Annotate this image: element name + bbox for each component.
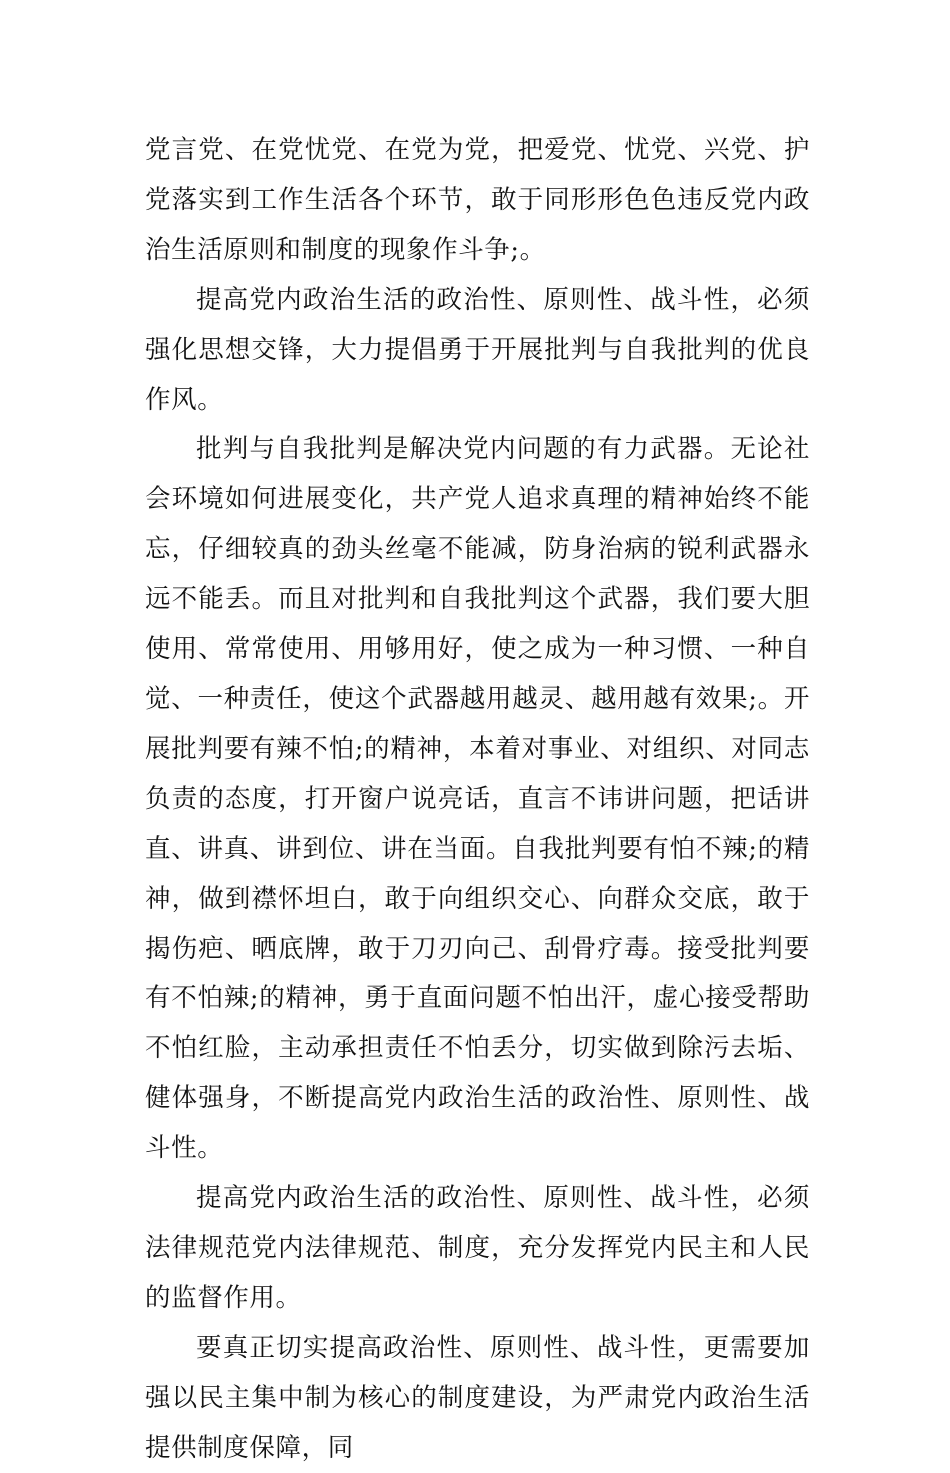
paragraph-3: 批判与自我批判是解决党内问题的有力武器。无论社会环境如何进展变化，共产党人追求真理的精神始终不能忘，仔细较真的劲头丝毫不能减，防身治病的锐利武器永远不能丢。而且对批判和自我批判这个武器，我们要大胆使用、常常使用、用够用好，使之成为一种习惯、一种自觉、一种责任，使这个武器越用越灵、越用越有效果;。开展批判要有辣不怕;的精神，本着对事业、对组织、对同志负责的态度，打开窗户说亮话，直言不讳讲问题，把话讲直、讲真、讲到位、讲在当面。自我批判要有怕不辣;的精神，做到襟怀坦白，敢于向组织交心、向群众交底，敢于揭伤疤、晒底牌，敢于刀刃向己、刮骨疗毒。接受批判要有不怕辣;的精神，勇于直面问题不怕出汗，虚心接受帮助不怕红脸，主动承担责任不怕丢分，切实做到除污去垢、健体强身，不断提高党内政治生活的政治性、原则性、战斗性。 <box>145 434 810 1164</box>
paragraph-2: 提高党内政治生活的政治性、原则性、战斗性，必须强化思想交锋，大力提倡勇于开展批判与自我批判的优良作风。 <box>145 284 810 415</box>
paragraph-4: 提高党内政治生活的政治性、原则性、战斗性，必须法律规范党内法律规范、制度，充分发挥党内民主和人民的监督作用。 <box>145 1183 810 1313</box>
paragraph-5: 要真正切实提高政治性、原则性、战斗性，更需要加强以民主集中制为核心的制度建设，为严肃党内政治生活提供制度保障，同 <box>145 1332 810 1463</box>
paragraph-1: 党言党、在党忧党、在党为党，把爱党、忧党、兴党、护党落实到工作生活各个环节，敢于同形形色色违反党内政治生活原则和制度的现象作斗争;。 <box>145 135 810 265</box>
document-body <box>145 126 810 1473</box>
